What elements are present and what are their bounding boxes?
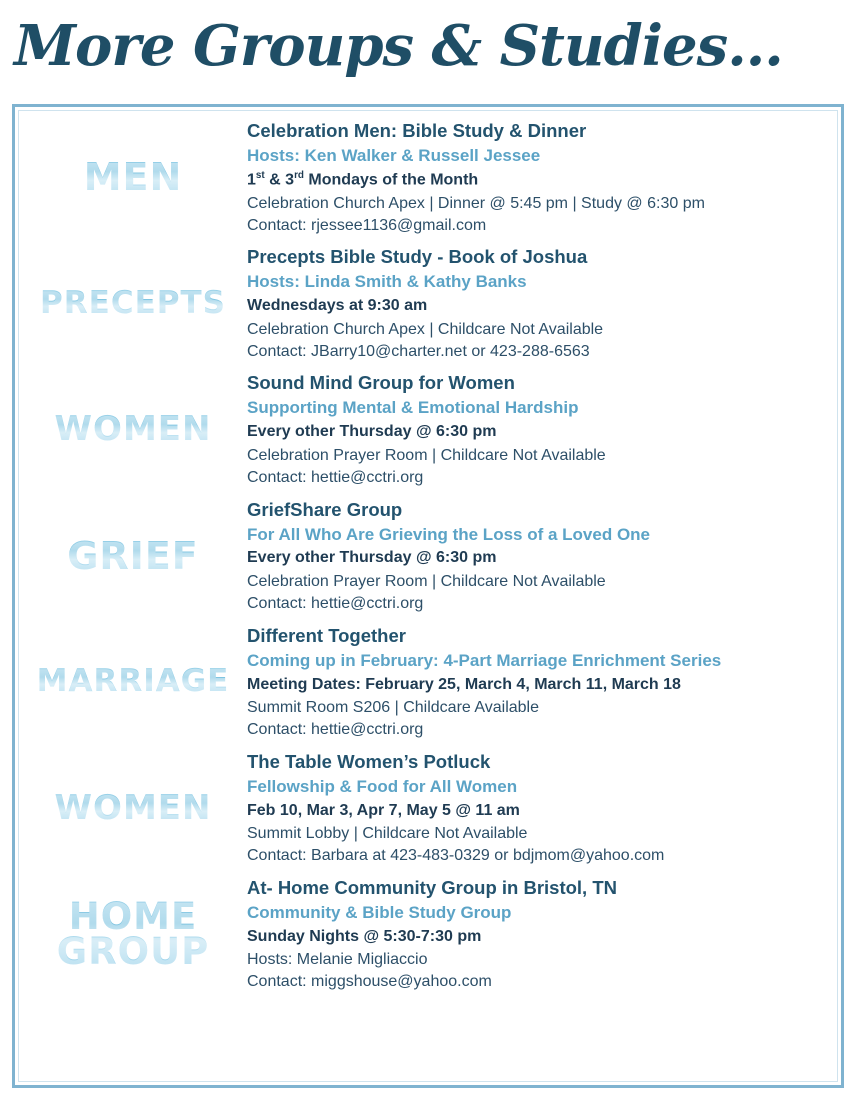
- group-row: [19, 119, 837, 245]
- group-location: Celebration Church Apex | Childcare Not Available: [247, 320, 604, 338]
- group-subtitle: Community & Bible Study Group: [247, 902, 512, 922]
- group-badge: GRIEF: [67, 533, 199, 578]
- group-schedule: Wednesdays at 9:30 am: [247, 297, 428, 315]
- group-row: [19, 750, 837, 876]
- group-location: Celebration Prayer Room | Childcare Not Available: [247, 446, 606, 464]
- group-title: Different Together: [247, 624, 406, 646]
- group-row: [19, 371, 837, 497]
- group-schedule: Every other Thursday @ 6:30 pm: [247, 423, 497, 441]
- group-title: Celebration Men: Bible Study & Dinner: [247, 120, 587, 141]
- group-badge-cell: [19, 624, 247, 736]
- group-row: [19, 876, 837, 1002]
- group-schedule: 1st & 3rd Mondays of the Month: [247, 169, 479, 189]
- group-location: Celebration Prayer Room | Childcare Not Available: [247, 572, 606, 590]
- group-info: [247, 498, 837, 616]
- group-info: [247, 119, 837, 237]
- group-schedule: Sunday Nights @ 5:30-7:30 pm: [247, 927, 482, 945]
- group-subtitle: Hosts: Ken Walker & Russell Jessee: [247, 145, 541, 165]
- group-location: Celebration Church Apex | Dinner @ 5:45 pm | Study @ 6:30 pm: [247, 194, 705, 212]
- group-badge: MEN: [83, 154, 183, 199]
- group-badge-cell: [19, 371, 247, 483]
- content-frame-inner: [18, 110, 838, 1082]
- group-badge-cell: [19, 876, 247, 988]
- group-badge-cell: [19, 119, 247, 231]
- group-schedule: Meeting Dates: February 25, March 4, March 11, March 18: [247, 675, 681, 693]
- group-badge: HOME GROUP: [56, 894, 210, 973]
- group-badge-cell: [19, 245, 247, 357]
- page-title: More Groups & Studies...: [14, 13, 783, 79]
- group-schedule: Feb 10, Mar 3, Apr 7, May 5 @ 11 am: [247, 801, 520, 819]
- group-contact: Contact: Barbara at 423-483-0329 or bdjmom@yahoo.com: [247, 847, 665, 865]
- group-subtitle: Fellowship & Food for All Women: [247, 776, 518, 796]
- group-subtitle: Hosts: Linda Smith & Kathy Banks: [247, 272, 527, 292]
- group-location: Summit Room S206 | Childcare Available: [247, 698, 539, 716]
- group-badge: WOMEN: [54, 409, 212, 450]
- group-badge: WOMEN: [54, 787, 212, 828]
- group-title: At- Home Community Group in Bristol, TN: [247, 876, 617, 898]
- group-subtitle: Supporting Mental & Emotional Hardship: [247, 398, 579, 418]
- group-info: [247, 750, 837, 868]
- group-contact: Contact: hettie@cctri.org: [247, 721, 424, 739]
- group-contact: Contact: JBarry10@charter.net or 423-288-6563: [247, 343, 590, 361]
- group-title: Precepts Bible Study - Book of Joshua: [247, 246, 588, 268]
- group-info: [247, 245, 837, 363]
- group-subtitle: Coming up in February: 4-Part Marriage Enrichment Series: [247, 650, 722, 670]
- group-location: Summit Lobby | Childcare Not Available: [247, 825, 528, 843]
- group-contact: Contact: hettie@cctri.org: [247, 469, 424, 487]
- group-info: [247, 624, 837, 742]
- group-list: [19, 111, 837, 1002]
- group-info: [247, 371, 837, 489]
- group-info: [247, 876, 837, 994]
- group-title: The Table Women’s Potluck: [247, 750, 491, 772]
- group-row: [19, 624, 837, 750]
- group-badge: MARRIAGE: [36, 662, 230, 699]
- group-badge-cell: [19, 498, 247, 610]
- group-contact: Contact: hettie@cctri.org: [247, 595, 424, 613]
- group-badge: PRECEPTS: [40, 284, 226, 321]
- content-frame: [12, 104, 844, 1088]
- group-contact: Contact: rjessee1136@gmail.com: [247, 217, 487, 235]
- group-row: [19, 498, 837, 624]
- group-title: Sound Mind Group for Women: [247, 372, 515, 394]
- group-title: GriefShare Group: [247, 498, 403, 520]
- group-subtitle: For All Who Are Grieving the Loss of a Loved One: [247, 524, 651, 544]
- group-row: [19, 245, 837, 371]
- group-location: Hosts: Melanie Migliaccio: [247, 951, 428, 969]
- group-contact: Contact: miggshouse@yahoo.com: [247, 973, 492, 991]
- group-badge-cell: [19, 750, 247, 862]
- group-schedule: Every other Thursday @ 6:30 pm: [247, 549, 497, 567]
